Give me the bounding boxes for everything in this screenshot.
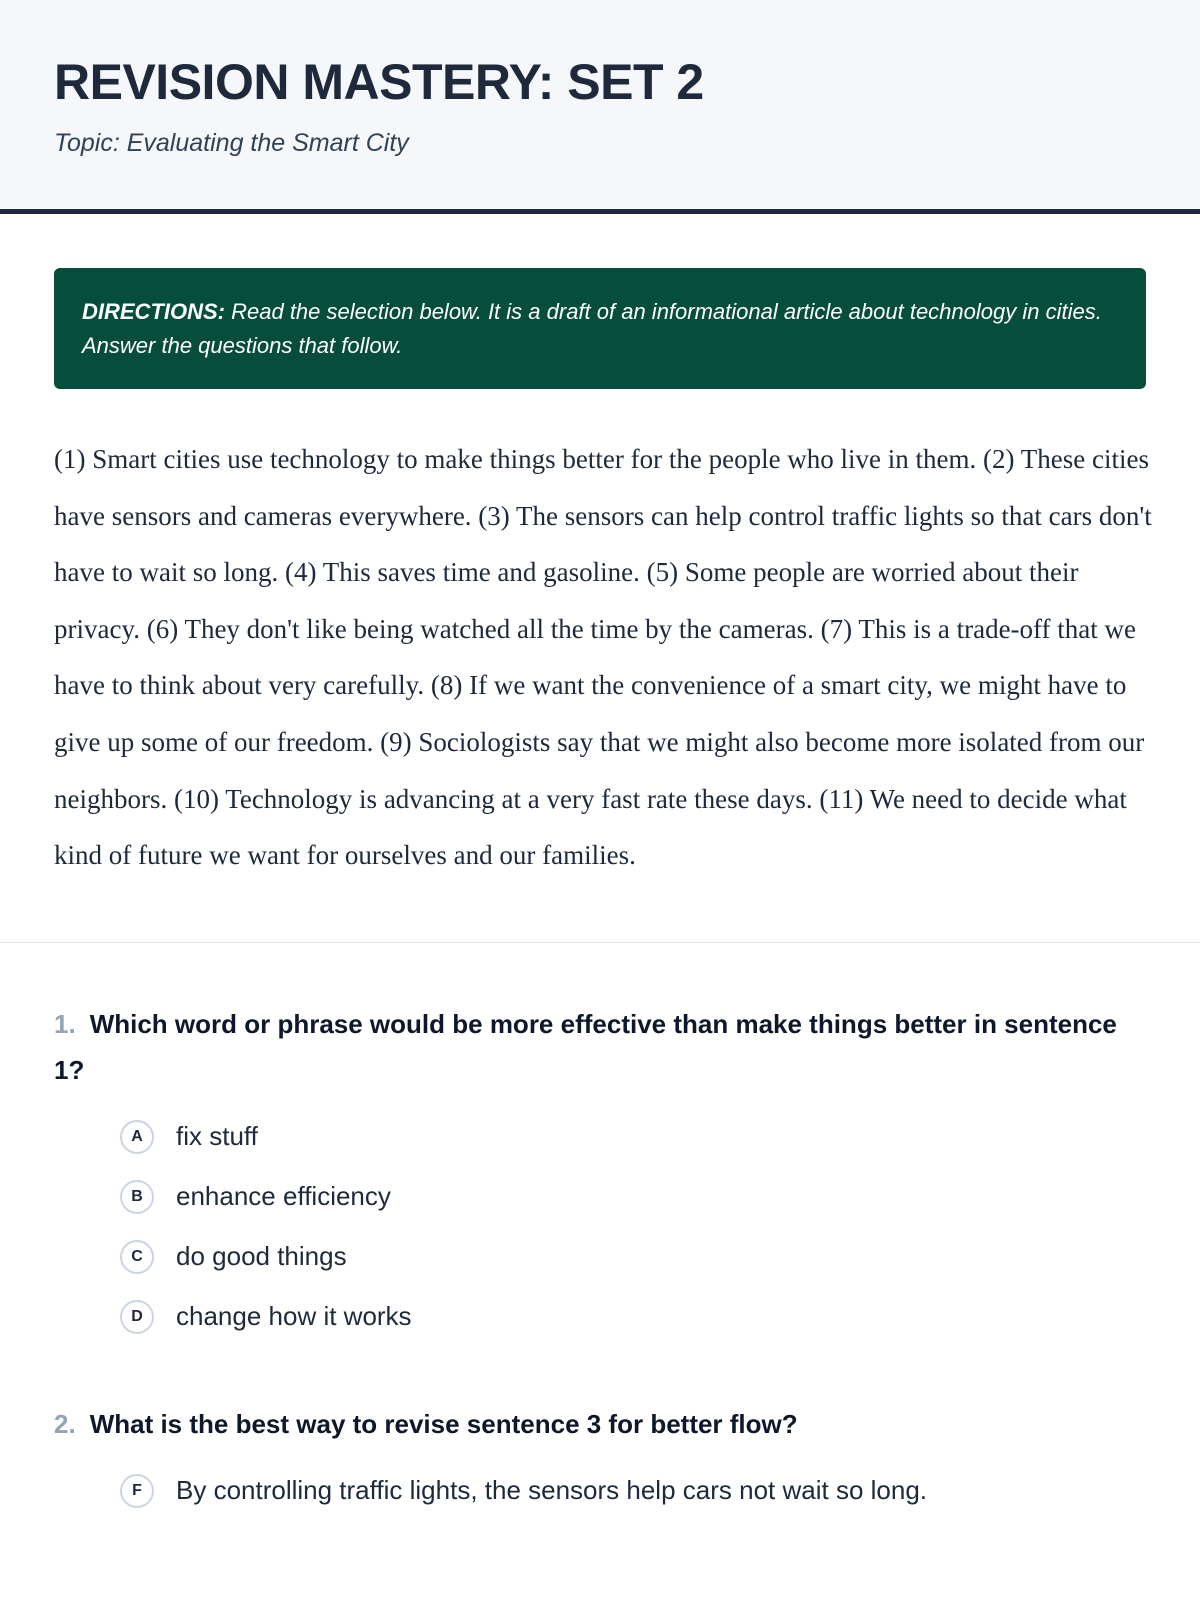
question-2-text: What is the best way to revise sentence 3 for better flow? <box>89 1408 798 1439</box>
option-letter-badge: B <box>120 1180 154 1214</box>
option-text: By controlling traffic lights, the sensors help cars not wait so long. <box>176 1475 928 1506</box>
page-header <box>0 0 1200 214</box>
page-title: REVISION MASTERY: SET 2 <box>54 54 704 110</box>
option-text: enhance efficiency <box>176 1181 391 1212</box>
option-text: change how it works <box>176 1301 412 1332</box>
answer-option-d[interactable] <box>120 1287 1146 1347</box>
topic-subtitle: Topic: Evaluating the Smart City <box>54 129 409 157</box>
option-letter-badge: F <box>120 1474 154 1508</box>
question-2 <box>54 1401 1146 1521</box>
question-1 <box>54 1001 1146 1347</box>
option-letter-badge: A <box>120 1120 154 1154</box>
answer-option-c[interactable] <box>120 1227 1146 1287</box>
answer-option-b[interactable] <box>120 1167 1146 1227</box>
option-text: fix stuff <box>176 1121 258 1152</box>
question-2-number: 2. <box>54 1408 76 1439</box>
reading-passage: (1) Smart cities use technology to make things better for the people who live in them. (2) These cities have sensors and cameras everywhere. (3) The sensors can help control traffic lights so that cars don't have to wait so long. (4) This saves time and gasoline. (5) Some people are worried about their privacy. (6) They don't like being watched all the time by the cameras. (7) This is a trade-off that we have to think about very carefully. (8) If we want the convenience of a smart city, we might have to give up some of our freedom. (9) Sociologists say that we might also become more isolated from our neighbors. (10) Technology is advancing at a very fast rate these days. (11) We need to decide what kind of future we want for ourselves and our families. <box>54 444 1152 871</box>
answer-option-f[interactable] <box>120 1461 1146 1521</box>
directions-label: DIRECTIONS: <box>82 299 225 324</box>
directions-text: Read the selection below. It is a draft of an informational article about technology in cities. Answer the questions that follow. <box>82 299 1102 358</box>
question-1-number: 1. <box>54 1008 76 1039</box>
question-2-prompt <box>54 1401 1146 1447</box>
question-1-options <box>54 1107 1146 1347</box>
question-1-text: Which word or phrase would be more effective than make things better in sentence 1? <box>54 1008 1117 1085</box>
question-1-prompt <box>54 1001 1146 1093</box>
option-text: do good things <box>176 1241 347 1272</box>
option-letter-badge: D <box>120 1300 154 1334</box>
directions-box <box>54 268 1146 389</box>
answer-option-a[interactable] <box>120 1107 1146 1167</box>
section-divider <box>0 942 1200 943</box>
option-letter-badge: C <box>120 1240 154 1274</box>
question-2-options <box>54 1461 1146 1521</box>
